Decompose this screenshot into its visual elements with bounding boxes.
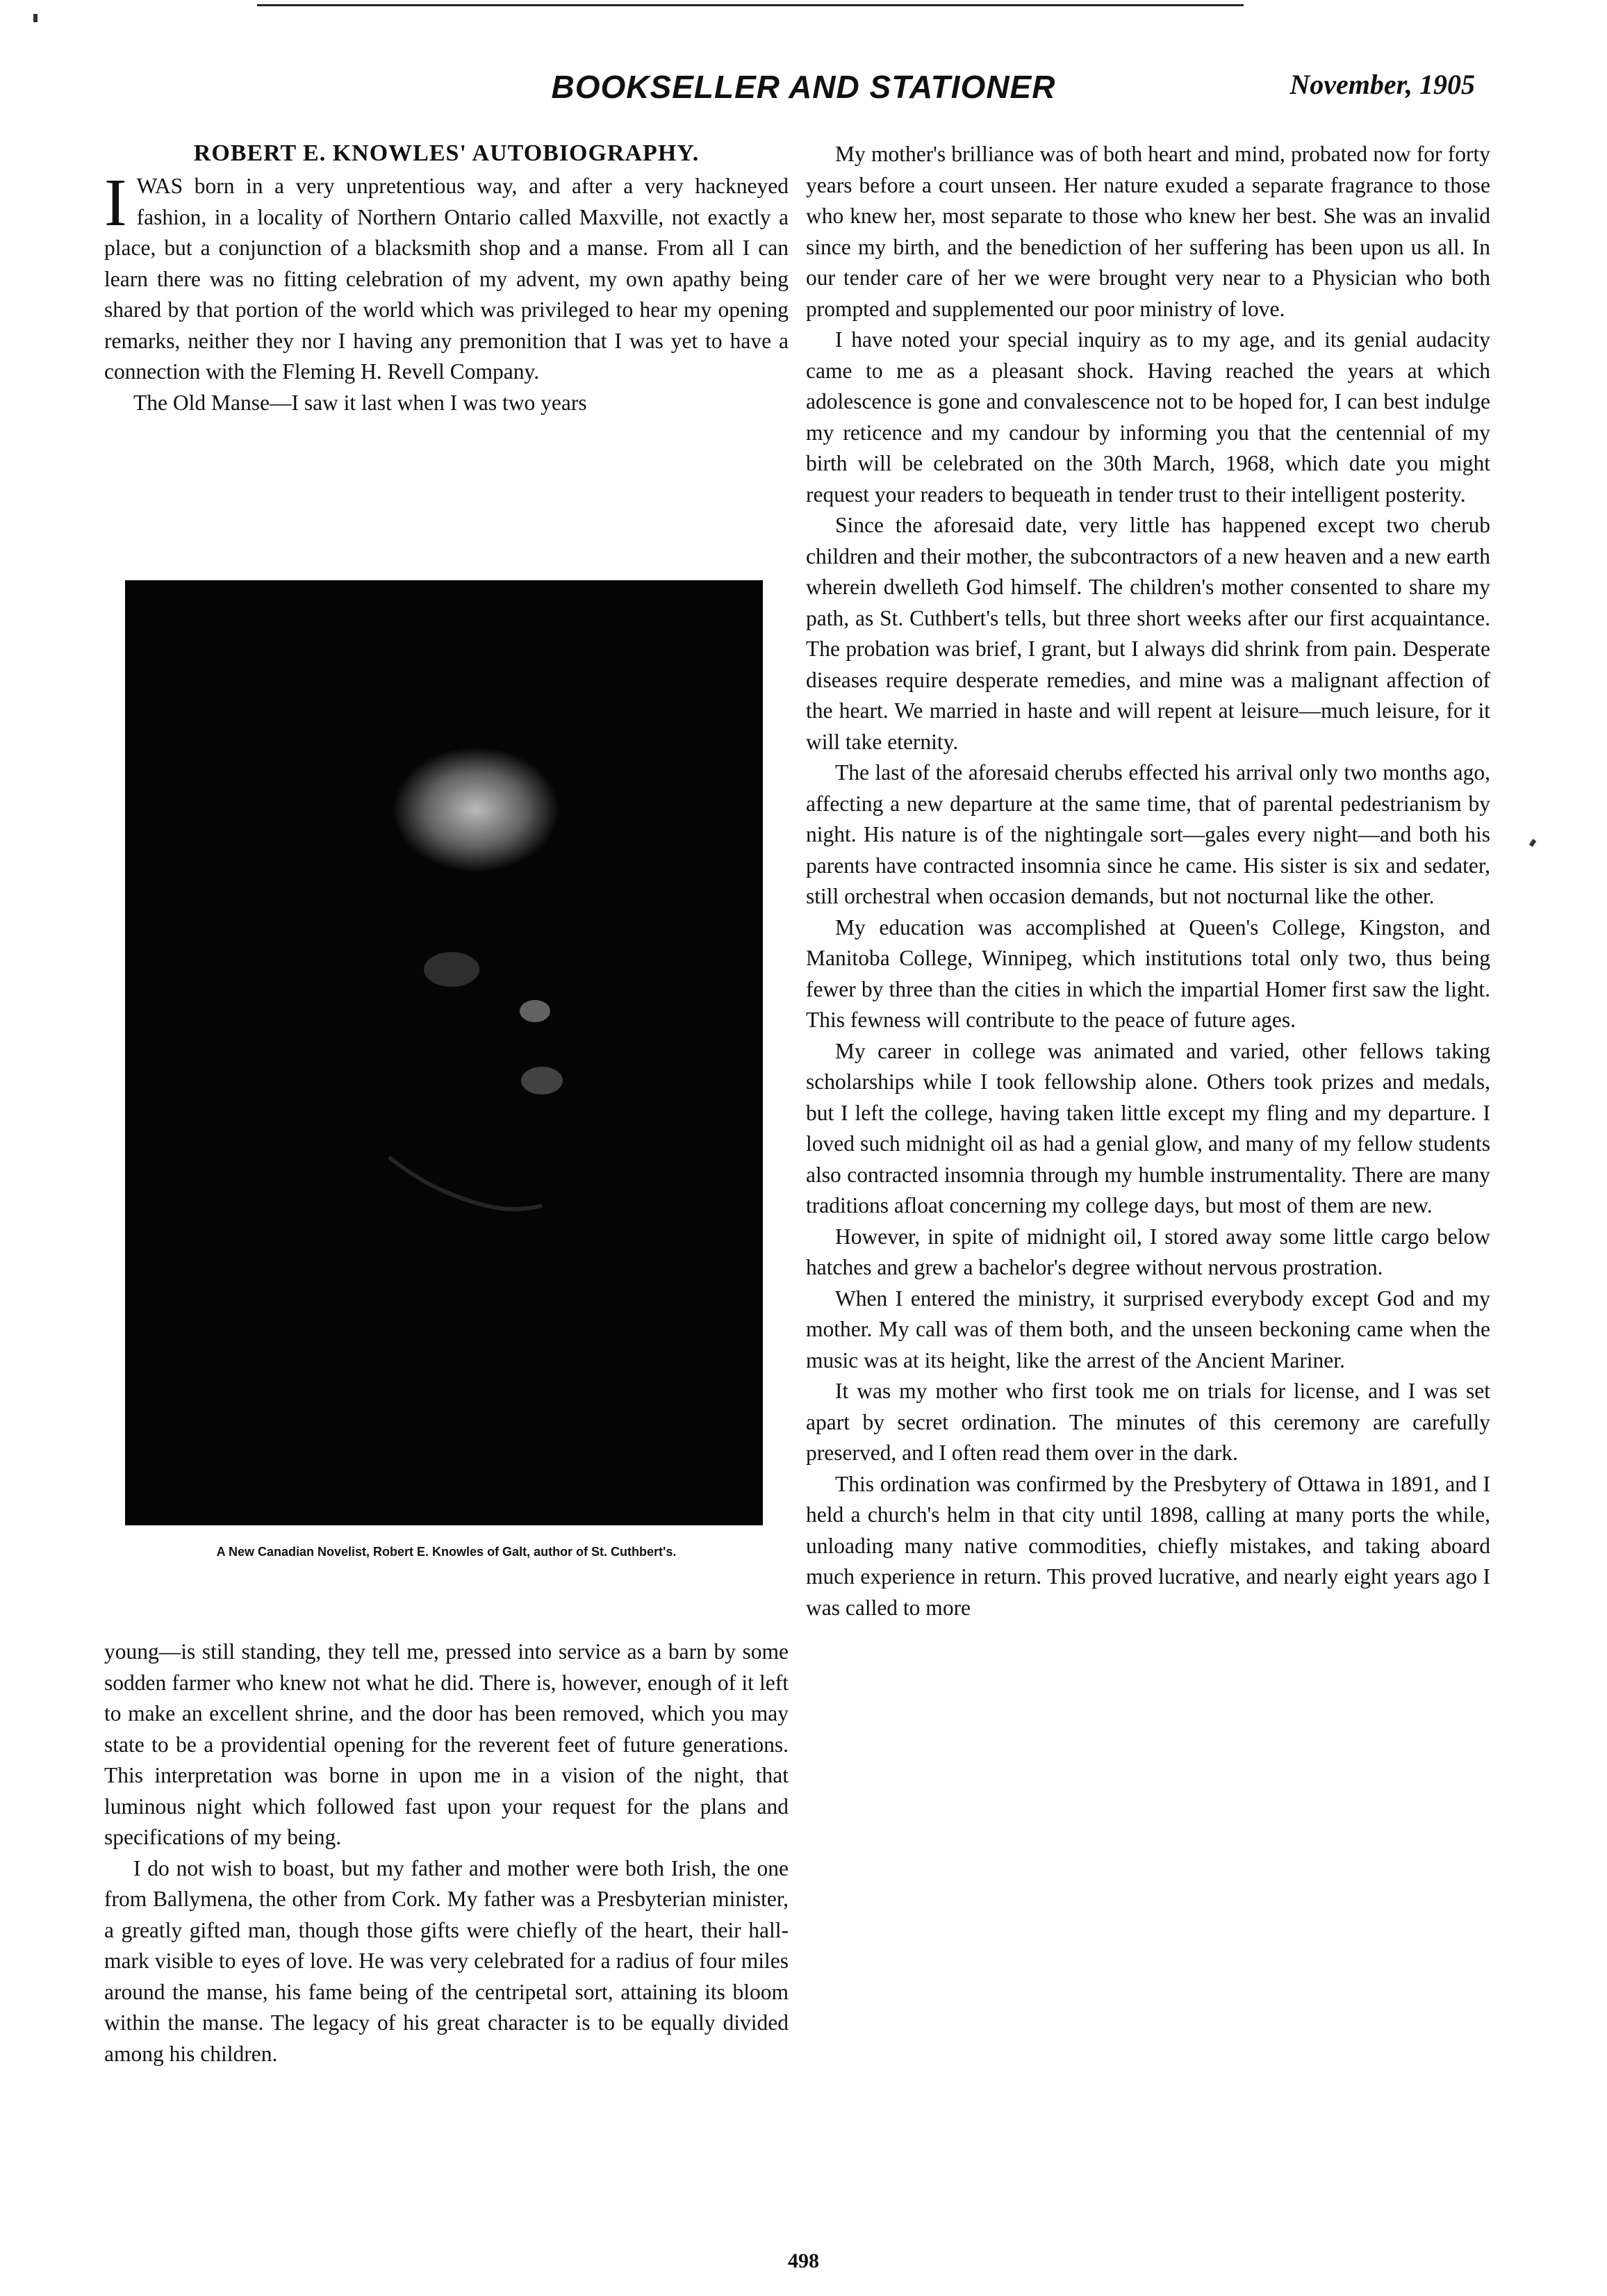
scan-mark xyxy=(1529,839,1537,847)
article-title: ROBERT E. KNOWLES' AUTOBIOGRAPHY. xyxy=(193,140,700,166)
running-header-date: November, 1905 xyxy=(1289,69,1475,100)
paragraph: I do not wish to boast, but my father and mother were both Irish, the one from Ballymena, the other from Cork. My father was a Presbyterian minister, a greatly gifted man, though those gifts were chiefly of the heart, their hall-mark visible to eyes of love. He was very celebrated for a radius of four miles around the manse, his fame being of the centripetal sort, attaining its bloom within the manse. The legacy of his great character is to be equally divided among his children. xyxy=(104,1855,789,2066)
portrait-silhouette xyxy=(125,580,763,1525)
paragraph: I have noted your special inquiry as to my age, and its genial audacity came to me as a pleasant shock. Having reached the years at which adolescence is gone and convalescence not to be hoped for, I can best indulge my reticence and my candour by informing you that the centennial of my birth will be celebrated on the 30th March, 1968, which date you might request your readers to bequeath in tender trust to their intelligent posterity. xyxy=(806,327,1490,507)
top-rule xyxy=(257,4,1244,6)
portrait-photo xyxy=(125,580,763,1525)
paragraph: The last of the aforesaid cherubs effected his arrival only two months ago, affecting a new departure at the same time, that of parental pedestrianism by night. His nature is of the nightingale sort—gales every night—and both his parents have contracted insomnia since he came. His sister is six and sedater, still orchestral when occasion demands, but not nocturnal like the other. xyxy=(806,760,1490,908)
left-column-bottom xyxy=(104,1637,789,2069)
running-header-title: BOOKSELLER AND STATIONER xyxy=(551,69,1056,105)
paragraph-text: WAS born in a very unpretentious way, and after a very hackneyed fashion, in a locality of Northern Ontario called Maxville, not exactly a place, but a conjunction of a blacksmith shop and a manse. From all I can learn there was no fitting celebration of my advent, my own apathy being shared by that portion of the world which was privileged to hear my opening remarks, neither they nor I having any premonition that I was yet to have a connection with the Fleming H. Revell Company. xyxy=(104,174,789,384)
photo-caption: A New Canadian Novelist, Robert E. Knowles of Galt, author of St. Cuthbert's. xyxy=(216,1545,677,1559)
paragraph: Since the aforesaid date, very little has happened except two cherub children and their mother, the subcontractors of a new heaven and a new earth wherein dwelleth God himself. The children's mother consented to share my path, as St. Cuthbert's tells, but three short weeks after our first acquaintance. The probation was brief, I grant, but I always did shrink from pain. Desperate diseases require desperate remedies, and mine was a malignant affection of the heart. We married in haste and will repent at leisure—much leisure, for it will take eternity. xyxy=(806,513,1490,754)
drop-cap: I xyxy=(104,165,127,240)
paragraph: young—is still standing, they tell me, pressed into service as a barn by some sodden farmer who knew not what he did. There is, however, enough of it left to make an excellent shrine, and the door has been removed, which you may state to be a providential opening for the reverent feet of future generations. This interpretation was borne in upon me in a vision of the night, that luminous night which followed fast upon your request for the plans and specifications of my being. xyxy=(104,1639,789,1849)
left-column-top xyxy=(104,139,789,418)
paragraph: My mother's brilliance was of both heart and mind, probated now for forty years before a court unseen. Her nature exuded a separate fragrance to those who knew her, most separate to those who knew her best. She was an invalid since my birth, and the benediction of her suffering has been upon us all. In our tender care of her we were brought very near to a Physician who both prompted and supplemented our poor ministry of love. xyxy=(806,142,1490,321)
portrait-figure xyxy=(104,580,789,1559)
paragraph: The Old Manse—I saw it last when I was two years xyxy=(133,390,587,415)
page-number: 498 xyxy=(788,2249,819,2272)
paragraph: This ordination was confirmed by the Presbytery of Ottawa in 1891, and I held a church's helm in that city until 1898, calling at many ports the while, unloading many native commodities, chiefly mistakes, and taking aboard much experience in return. This proved lucrative, and nearly eight years ago I was called to more xyxy=(806,1471,1490,1620)
right-column xyxy=(806,139,1490,1623)
scan-mark xyxy=(33,14,38,22)
paragraph: My career in college was animated and varied, other fellows taking scholarships while I took fellowship alone. Others took prizes and medals, but I left the college, having taken little except my fling and my departure. I loved such midnight oil as had a genial glow, and many of my fellow students also contracted insomnia through my humble instrumentality. There are many traditions afloat concerning my college days, but most of them are new. xyxy=(806,1038,1490,1217)
paragraph: When I entered the ministry, it surprised everybody except God and my mother. My call was of them both, and the unseen beckoning came when the music was at its height, like the arrest of the Ancient Mariner. xyxy=(806,1286,1490,1372)
paragraph: However, in spite of midnight oil, I stored away some little cargo below hatches and grew a bachelor's degree without nervous prostration. xyxy=(806,1224,1490,1279)
paragraph xyxy=(104,165,789,388)
paragraph: It was my mother who first took me on trials for license, and I was set apart by secret ordination. The minutes of this ceremony are carefully preserved, and I often read them over in the dark. xyxy=(806,1379,1490,1465)
paragraph: My education was accomplished at Queen's College, Kingston, and Manitoba College, Winnipeg, which institutions total only two, thus being fewer by three than the cities in which the impartial Homer first saw the light. This fewness will contribute to the peace of future ages. xyxy=(806,915,1490,1032)
